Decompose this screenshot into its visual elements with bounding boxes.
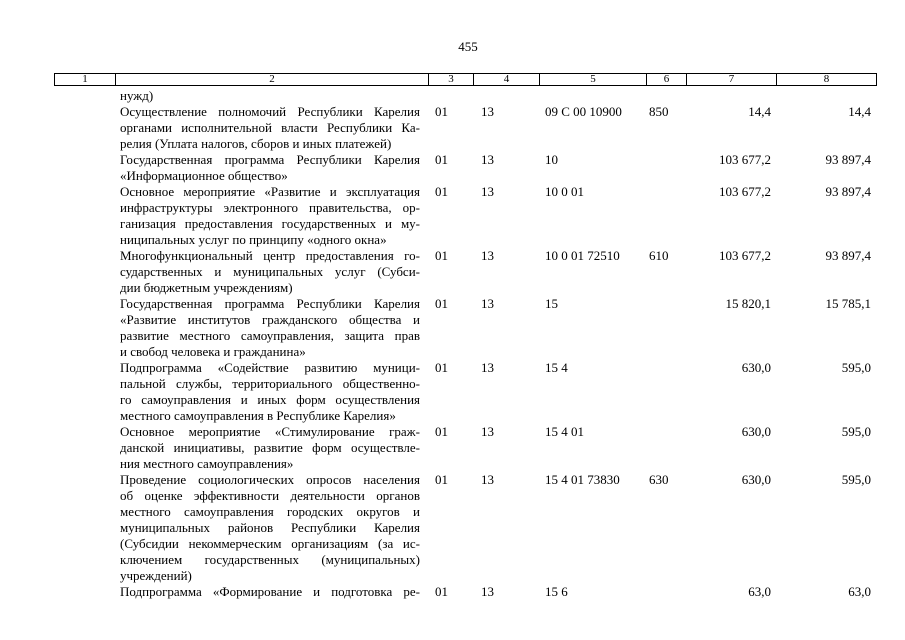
name-cell	[120, 424, 420, 472]
header-cell-4: 4	[473, 73, 539, 86]
name-line: и свобод человека и гражданина»	[120, 344, 306, 359]
name-cell	[120, 104, 420, 152]
name-line: данской инициативы, развитие форм осуществле-	[120, 440, 420, 455]
page-number: 455	[458, 39, 478, 54]
table-body	[0, 88, 905, 600]
name-line: Многофункциональный центр предоставления го-	[120, 248, 420, 263]
section-code: 01	[435, 152, 448, 167]
expense-type-code: 850	[649, 104, 669, 119]
expense-type-code: 610	[649, 248, 669, 263]
name-line: сударственных и муниципальных услуг (Субси-	[120, 264, 420, 279]
table-row	[0, 184, 905, 248]
name-line: ния местного самоуправления»	[120, 456, 294, 471]
name-cell	[120, 248, 420, 296]
name-line: ключением государственных (муниципальных)	[120, 552, 420, 567]
name-line: муниципальных районов Республики Карелия	[120, 520, 420, 535]
amount-col-8: 595,0	[841, 424, 871, 439]
subsection-code: 13	[481, 584, 494, 599]
name-line: ганизация предоставления государственных и му-	[120, 216, 420, 231]
amount-col-7: 15 820,1	[725, 296, 771, 311]
target-article-code: 15 6	[545, 584, 568, 599]
name-line: учреждений)	[120, 568, 192, 583]
header-cell-7: 7	[686, 73, 776, 86]
name-cell	[120, 296, 420, 360]
amount-col-7: 103 677,2	[719, 184, 771, 199]
amount-col-8: 14,4	[848, 104, 871, 119]
section-code: 01	[435, 104, 448, 119]
name-line: релия (Уплата налогов, сборов и иных платежей)	[120, 136, 392, 151]
subsection-code: 13	[481, 424, 494, 439]
amount-col-8: 63,0	[848, 584, 871, 599]
name-line: местного самоуправления городских округов и	[120, 504, 420, 519]
target-article-code: 10 0 01 72510	[545, 248, 620, 263]
name-line: Проведение социологических опросов населения	[120, 472, 420, 487]
target-article-code: 15 4	[545, 360, 568, 375]
name-line: местного самоуправления в Республике Карелия»	[120, 408, 396, 423]
name-cell	[120, 184, 420, 248]
section-code: 01	[435, 360, 448, 375]
subsection-code: 13	[481, 104, 494, 119]
name-line: «Информационное общество»	[120, 168, 288, 183]
subsection-code: 13	[481, 472, 494, 487]
amount-col-7: 103 677,2	[719, 248, 771, 263]
target-article-code: 15 4 01 73830	[545, 472, 620, 487]
header-cell-1: 1	[54, 73, 115, 86]
amount-col-7: 63,0	[748, 584, 771, 599]
subsection-code: 13	[481, 296, 494, 311]
table-row	[0, 472, 905, 584]
table-row	[0, 88, 905, 104]
amount-col-7: 630,0	[741, 360, 771, 375]
amount-col-8: 15 785,1	[825, 296, 871, 311]
target-article-code: 15	[545, 296, 558, 311]
target-article-code: 15 4 01	[545, 424, 584, 439]
section-code: 01	[435, 472, 448, 487]
header-cell-5: 5	[539, 73, 646, 86]
subsection-code: 13	[481, 360, 494, 375]
amount-col-8: 93 897,4	[825, 184, 871, 199]
name-line: органами исполнительной власти Республики Ка-	[120, 120, 420, 135]
header-cell-3: 3	[428, 73, 473, 86]
section-code: 01	[435, 424, 448, 439]
name-line: Основное мероприятие «Развитие и эксплуатация	[120, 184, 420, 199]
subsection-code: 13	[481, 184, 494, 199]
subsection-code: 13	[481, 152, 494, 167]
name-line: об оценке эффективности деятельности органов	[120, 488, 420, 503]
name-line: развитие местного самоуправления, защита прав	[120, 328, 420, 343]
header-cell-8: 8	[776, 73, 877, 86]
name-line: дии бюджетным учреждениям)	[120, 280, 293, 295]
name-line: Осуществление полномочий Республики Карелия	[120, 104, 420, 119]
table-row	[0, 104, 905, 152]
name-cell	[120, 88, 420, 104]
section-code: 01	[435, 296, 448, 311]
name-line: инфраструктуры электронного правительства, ор-	[120, 200, 420, 215]
amount-col-7: 630,0	[741, 424, 771, 439]
section-code: 01	[435, 248, 448, 263]
name-line: Подпрограмма «Содействие развитию муници-	[120, 360, 420, 375]
target-article-code: 10	[545, 152, 558, 167]
name-cell	[120, 152, 420, 184]
name-line: (Субсидии некоммерческим организациям (за ис-	[120, 536, 420, 551]
name-cell	[120, 584, 420, 600]
name-line: ниципальных услуг по принципу «одного окна»	[120, 232, 387, 247]
name-line: Государственная программа Республики Карелия	[120, 296, 420, 311]
amount-col-8: 93 897,4	[825, 152, 871, 167]
name-line: Государственная программа Республики Карелия	[120, 152, 420, 167]
name-line: «Развитие институтов гражданского общества и	[120, 312, 420, 327]
amount-col-7: 14,4	[748, 104, 771, 119]
name-line: го самоуправления и иных форм осуществления	[120, 392, 420, 407]
expense-type-code: 630	[649, 472, 669, 487]
header-cell-6: 6	[646, 73, 686, 86]
table-row	[0, 296, 905, 360]
amount-col-7: 103 677,2	[719, 152, 771, 167]
table-row	[0, 152, 905, 184]
name-line: Основное мероприятие «Стимулирование граж-	[120, 424, 420, 439]
amount-col-8: 595,0	[841, 360, 871, 375]
amount-col-8: 93 897,4	[825, 248, 871, 263]
section-code: 01	[435, 584, 448, 599]
table-row	[0, 424, 905, 472]
table-row	[0, 248, 905, 296]
amount-col-7: 630,0	[741, 472, 771, 487]
table-row	[0, 584, 905, 600]
name-line: Подпрограмма «Формирование и подготовка ре-	[120, 584, 420, 599]
section-code: 01	[435, 184, 448, 199]
name-cell	[120, 472, 420, 584]
name-line: нужд)	[120, 88, 154, 103]
name-cell	[120, 360, 420, 424]
name-line: пальной службы, территориального общественно-	[120, 376, 420, 391]
table-row	[0, 360, 905, 424]
header-cell-2: 2	[115, 73, 428, 86]
amount-col-8: 595,0	[841, 472, 871, 487]
subsection-code: 13	[481, 248, 494, 263]
target-article-code: 10 0 01	[545, 184, 584, 199]
target-article-code: 09 С 00 10900	[545, 104, 622, 119]
